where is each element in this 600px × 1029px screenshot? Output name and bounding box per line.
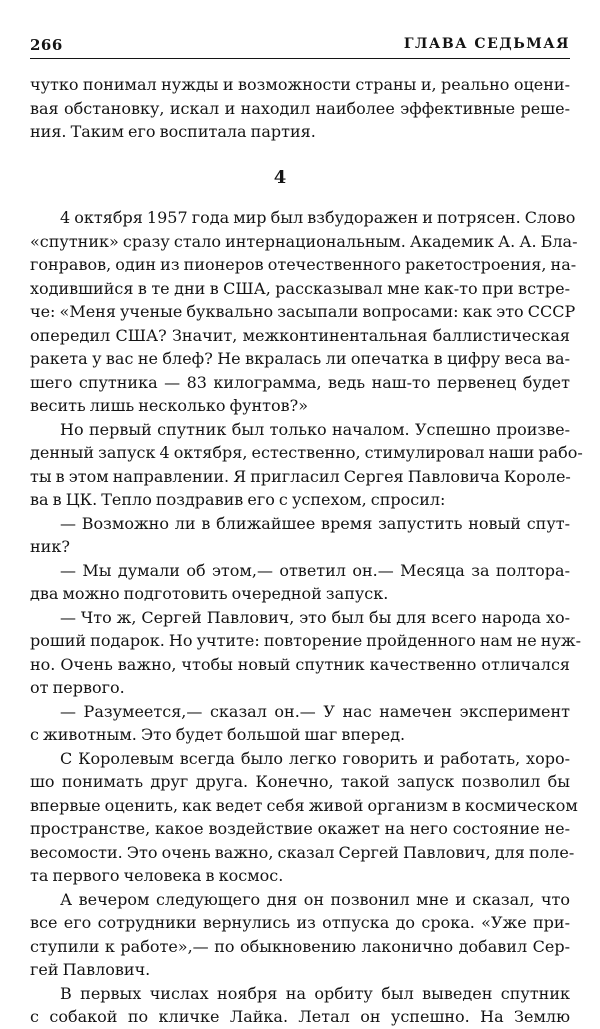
text-line: весомости. Это очень важно, сказал Сергей Павлович, для поле- — [30, 842, 575, 862]
page-number: 266 — [30, 36, 63, 54]
paragraph — [30, 606, 581, 700]
paragraph — [30, 747, 578, 888]
text-line: гонравов, один из пионеров отечественного ракетостроения, на- — [30, 255, 577, 274]
text-line: с собакой по кличке Лайка. Летал он успешно. На Землю — [30, 1007, 570, 1026]
text-line: роший подарок. Но учтите: повторение пройденного нам не нуж- — [30, 631, 581, 650]
text-line: ник? — [30, 537, 70, 556]
text-line: ты в этом направлении. Я пригласил Сергея Павловича Короле- — [30, 466, 571, 486]
text-line: с животным. Это будет большой шаг вперед. — [30, 725, 406, 744]
text-line: че: «Меня ученые буквально засыпали вопросами: как это СССР — [30, 302, 576, 321]
text-line: гей Павлович. — [30, 960, 151, 979]
text-line: Но первый спутник был только началом. Успешно произве- — [60, 419, 570, 439]
text-line: ния. Таким его воспитала партия. — [30, 122, 316, 141]
page-header — [30, 36, 570, 59]
text-line: та первого человека в космос. — [30, 866, 284, 885]
running-head: ГЛАВА СЕДЬМАЯ — [403, 36, 570, 52]
text-line: — Возможно ли в ближайшее время запустить новый спут- — [60, 513, 570, 533]
text-line: от первого. — [30, 678, 125, 697]
text-line: пространстве, какое воздействие окажет на него состояние не- — [30, 819, 570, 838]
text-line: все его сотрудники вернулись из отпуска до срока. «Уже при- — [30, 913, 570, 932]
text-line: — Что ж, Сергей Павлович, это был бы для всего народа хо- — [60, 607, 570, 627]
text-line: ходившийся в те дни в США, рассказывал мне как-то при встре- — [30, 278, 570, 298]
paragraph — [30, 418, 583, 512]
text-line: денный запуск 4 октября, естественно, стимулировал наши рабо- — [30, 443, 583, 462]
paragraph — [30, 206, 578, 418]
text-line: опередил США? Значит, межконтинентальная баллистическая — [30, 325, 570, 345]
text-line: весить лишь несколько фунтов?» — [30, 396, 309, 415]
text-line: В первых числах ноября на орбиту был выведен спутник — [60, 983, 570, 1003]
paragraph — [30, 512, 570, 559]
text-line: два можно подготовить очередной запуск. — [30, 584, 389, 603]
text-line: — Мы думали об этом,— ответил он.— Месяца за полтора- — [60, 560, 570, 580]
text-line: шего спутника — 83 килограмма, ведь наш-то первенец будет — [30, 372, 570, 392]
text-line: но. Очень важно, чтобы новый спутник качественно отличался — [30, 654, 570, 674]
main-text — [30, 206, 583, 1029]
paragraph — [30, 888, 570, 982]
text-line: 4 октября 1957 года мир был взбудоражен и потрясен. Слово — [60, 208, 576, 227]
text-line: ракета у вас не блеф? Не вкралась ли опечатка в цифру веса ва- — [30, 349, 570, 368]
paragraph — [30, 700, 570, 747]
text-line: впервые оценить, как ведет себя живой организм в космическом — [30, 795, 578, 815]
text-line: шо понимать друг друга. Конечно, такой запуск позволил бы — [30, 772, 570, 791]
text-line: «спутник» сразу стало интернациональным. Академик А. А. Бла- — [30, 231, 578, 251]
text-line: ва в ЦК. Тепло поздравив его с успехом, спросил: — [30, 490, 446, 509]
paragraph — [30, 982, 570, 1029]
paragraph — [30, 559, 570, 606]
continuation-paragraph — [30, 73, 570, 144]
section-number: 4 — [273, 167, 287, 188]
text-line: — Разумеется,— сказал он.— У нас намечен эксперимент — [60, 701, 570, 721]
text-line: А вечером следующего дня он позвонил мне и сказал, что — [60, 889, 570, 909]
text-line: вая обстановку, искал и находил наиболее эффективные реше- — [30, 98, 570, 118]
text-line: чутко понимал нужды и возможности страны и, реально оцени- — [30, 75, 570, 94]
text-line: С Королевым всегда было легко говорить и работать, хоро- — [60, 748, 570, 768]
text-line: ступили к работе»,— по обыкновению лаконично добавил Сер- — [30, 936, 570, 956]
